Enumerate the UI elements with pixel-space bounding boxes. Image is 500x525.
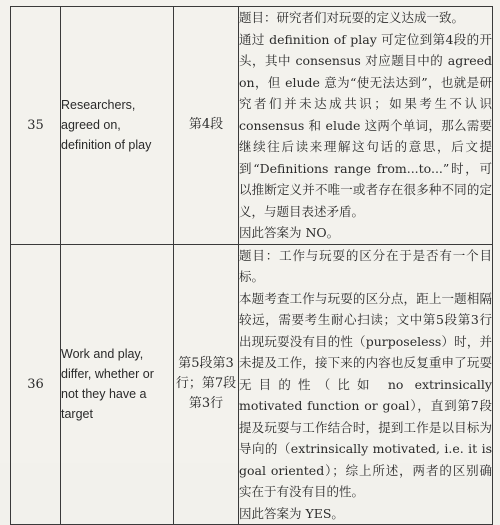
analysis-text: 本题考查工作与玩耍的区分点，距上一题相隔较远，需要考生耐心扫读；文中第5段第3行出现玩耍没有目的性（purposeless）时，并未提及工作，接下来的内容也反复重申了玩耍无目的性（比如 no extrinsically motivated function or goal），直到第7段提及玩耍与工作结合时，提到工作是以目标为导向的（extrinsically motivated, i.e. it is goal oriented）；综上所述，两者的区别确实在于有没有目的性。 [239, 290, 492, 499]
answer-explanation [239, 7, 493, 245]
answer-conclusion: 因此答案为 NO。 [239, 225, 340, 240]
question-number: 36 [11, 244, 61, 525]
answer-location: 第4段 [174, 7, 239, 245]
question-number: 35 [11, 7, 61, 245]
answer-conclusion: 因此答案为 YES。 [239, 505, 344, 521]
answer-explanation [239, 244, 493, 525]
question-keywords: Researchers, agreed on, definition of play [61, 7, 174, 245]
table-row [11, 244, 493, 525]
analysis-text: 通过 definition of play 可定位到第4段的开头，其中 consensus 对应题目中的 agreed on，但 elude 意为“使无法达到”，也就是研究者们并未达成共识；如果考生不认识 consensus 和 elude 这两个单词，那么需要继续往后读来理解这句话的意思，后文提到“Definitions range from...to...”时，可以推断定义并不唯一或者存在很多种不同的定义，与题目表述矛盾。 [239, 31, 492, 219]
answer-location: 第5段第3行；第7段第3行 [174, 244, 239, 525]
question-keywords: Work and play, differ, whether or not they have a target [61, 244, 174, 525]
answer-table [10, 6, 493, 525]
question-statement: 题目：工作与玩耍的区分在于是否有一个目标。 [239, 247, 492, 284]
table-row [11, 7, 493, 245]
question-statement: 题目：研究者们对玩耍的定义达成一致。 [239, 10, 465, 25]
